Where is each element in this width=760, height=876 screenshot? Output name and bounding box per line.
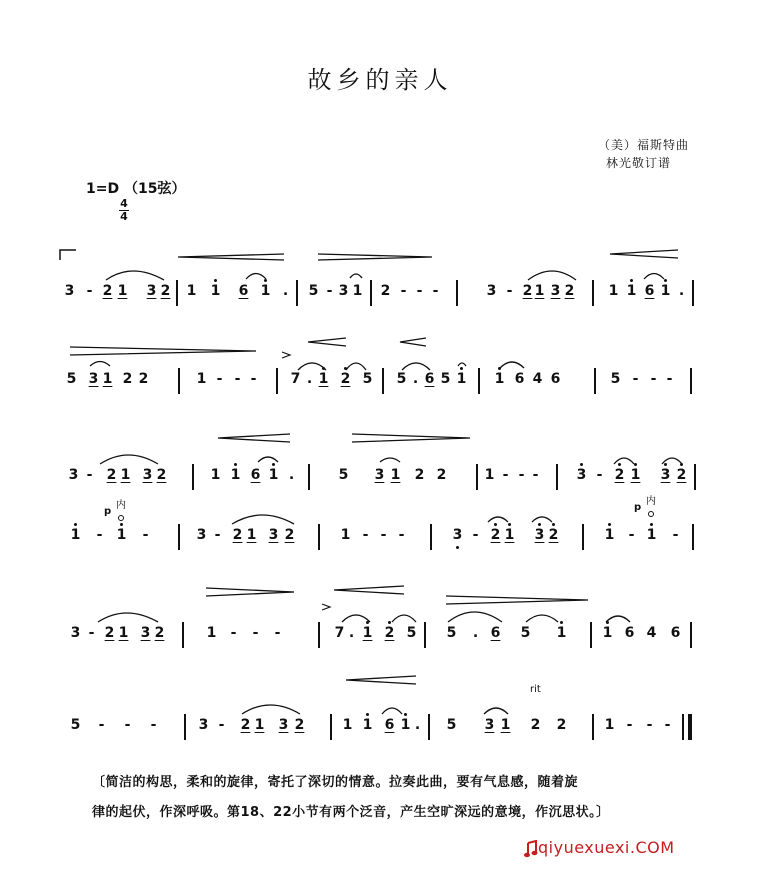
note: 2 [156,467,167,483]
note: 3 [278,717,289,733]
note: 1 [646,527,657,543]
note: 6 [514,371,525,387]
note: 5 [446,717,457,733]
note: 1 [390,467,401,483]
note: - [398,527,405,543]
note: - [86,467,93,483]
barline [692,524,694,550]
note: 7 [290,371,301,387]
note: - [96,527,103,543]
note: 2 [154,625,165,641]
score-system-3 [0,440,760,490]
dynamic-marking: p [104,506,112,517]
final-barline [688,714,692,740]
note: 1 [186,283,197,299]
note: 1 [230,467,241,483]
song-title: 故乡的亲人 [307,66,453,94]
note: 6 [238,283,249,299]
note: 3 [550,283,561,299]
technique-marking: 内 [646,496,656,507]
barline [276,368,278,394]
note: 2 [122,371,133,387]
barline [318,622,320,648]
note: 3 [374,467,385,483]
note: 3 [198,717,209,733]
note: 2 [556,717,567,733]
note: - [216,371,223,387]
performance-note [92,768,732,828]
note: - [326,283,333,299]
note: 5 [338,467,349,483]
score-system-4 [0,496,760,550]
note: 3 [268,527,279,543]
barline [556,464,558,490]
note: 2 [340,371,351,387]
note: 3 [68,467,79,483]
note: 1 [342,717,353,733]
note: - [626,717,633,733]
note: 1 [456,371,467,387]
note: 1 [268,467,279,483]
note: 1 [260,283,271,299]
note: - [150,717,157,733]
barline [582,524,584,550]
music-note-icon [524,840,538,858]
barline [430,524,432,550]
barline [694,464,696,490]
note: 5 [362,371,373,387]
note: 6 [250,467,261,483]
note: 1 [602,625,613,641]
note: 5 [66,371,77,387]
barline [330,714,332,740]
note: - [628,527,635,543]
note: 2 [284,527,295,543]
note: 2 [548,527,559,543]
note: 2 [414,467,425,483]
note: 1 [70,527,81,543]
note: 1 [608,283,619,299]
note: - [252,625,259,641]
note: 5 [440,371,451,387]
barline [382,368,384,394]
time-signature-bottom: 4 [120,210,128,223]
note: 1 [117,283,128,299]
note: 6 [384,717,395,733]
note: - [234,371,241,387]
note: 2 [294,717,305,733]
barline [178,368,180,394]
note: . [306,371,313,387]
note: - [672,527,679,543]
note: 2 [104,625,115,641]
note: 5 [308,283,319,299]
note: 1 [210,283,221,299]
note: 3 [88,371,99,387]
note: 5 [610,371,621,387]
barline [690,622,692,648]
arranger-credit: 林光敬订谱 [606,156,672,170]
note: - [518,467,525,483]
note: 1 [660,283,671,299]
note: 2 [676,467,687,483]
note: 6 [490,625,501,641]
note: - [416,283,423,299]
note: - [432,283,439,299]
note: 1 [352,283,363,299]
note: 6 [424,371,435,387]
note: - [230,625,237,641]
note: . [678,283,685,299]
note: 2 [232,527,243,543]
note: 6 [644,283,655,299]
note: - [380,527,387,543]
dynamic-marking: p [634,502,642,513]
note: 3 [64,283,75,299]
note: - [666,371,673,387]
note: . [412,371,419,387]
note: 2 [240,717,251,733]
barline [182,622,184,648]
barline [424,622,426,648]
note: 5 [446,625,457,641]
note: 1 [400,717,411,733]
time-signature-top: 4 [120,197,128,210]
note: - [98,717,105,733]
barline [592,280,594,306]
notation-row-4 [0,526,760,548]
note: 3 [534,527,545,543]
note: 3 [70,625,81,641]
note: 1 [196,371,207,387]
note: 1 [254,717,265,733]
note: 1 [604,527,615,543]
technique-marking: 内 [116,500,126,511]
note: 1 [362,717,373,733]
note: 1 [120,467,131,483]
note: 3 [452,527,463,543]
barline [192,464,194,490]
composer-credit: （美）福斯特曲 [598,138,690,152]
barline [318,524,320,550]
note: 1 [626,283,637,299]
note: - [532,467,539,483]
note: 1 [500,717,511,733]
note: 3 [576,467,587,483]
note: 7 [334,625,345,641]
barline [476,464,478,490]
note: . [472,625,479,641]
barline [590,622,592,648]
note: - [400,283,407,299]
barline [184,714,186,740]
note: . [414,717,421,733]
note: 4 [532,371,543,387]
note: 2 [614,467,625,483]
note: 2 [138,371,149,387]
note: 2 [490,527,501,543]
note: 5 [406,625,417,641]
barline [176,280,178,306]
barline [592,714,594,740]
note: 3 [486,283,497,299]
barline [308,464,310,490]
note: 3 [338,283,349,299]
note: 4 [646,625,657,641]
note: - [506,283,513,299]
note: 1 [494,371,505,387]
note: 6 [670,625,681,641]
barline [370,280,372,306]
note: - [362,527,369,543]
note: 3 [660,467,671,483]
note: 5 [70,717,81,733]
barline [456,280,458,306]
barline [690,368,692,394]
note: 3 [196,527,207,543]
note: 1 [318,371,329,387]
note: 1 [102,371,113,387]
barline [682,714,684,740]
note: 2 [160,283,171,299]
note: 3 [142,467,153,483]
note: 1 [118,625,129,641]
score-system-6 [0,684,760,740]
note: - [142,527,149,543]
note: - [214,527,221,543]
score-system-5 [0,598,760,648]
score-system-1 [0,256,760,306]
note: 2 [436,467,447,483]
note: - [502,467,509,483]
note: 5 [520,625,531,641]
note: 6 [624,625,635,641]
performance-note-line-1: 〔简洁的构思，柔和的旋律，寄托了深切的情意。拉奏此曲，要有气息感，随着旋 [92,775,579,790]
note: . [288,467,295,483]
note: 5 [396,371,407,387]
note: 3 [140,625,151,641]
note: 1 [362,625,373,641]
performance-note-line-2: 律的起伏，作深呼吸。第18、22小节有两个泛音，产生空旷深远的意境，作沉思状。〕 [92,805,610,820]
note: . [282,283,289,299]
note: 1 [556,625,567,641]
note: 1 [604,717,615,733]
note: 1 [206,625,217,641]
note: - [646,717,653,733]
note: 2 [384,625,395,641]
note: - [88,625,95,641]
note: 3 [146,283,157,299]
barline [296,280,298,306]
note: 6 [550,371,561,387]
note: 1 [504,527,515,543]
time-signature [117,198,131,223]
note: - [274,625,281,641]
note: 1 [630,467,641,483]
notation-row-5 [0,624,760,646]
ritardando-marking: rit [530,684,541,695]
notation-row-3 [0,466,760,488]
barline [692,280,694,306]
note: 2 [564,283,575,299]
note: - [124,717,131,733]
score-system-2 [0,344,760,394]
barline [478,368,480,394]
note: - [664,717,671,733]
note: - [86,283,93,299]
note: - [250,371,257,387]
barline [594,368,596,394]
notation-row-2 [0,370,760,392]
note: 1 [210,467,221,483]
note: - [632,371,639,387]
notation-row-1 [0,282,760,304]
note: - [218,717,225,733]
note: 1 [534,283,545,299]
note: - [472,527,479,543]
note: 2 [102,283,113,299]
note: - [650,371,657,387]
notation-row-6 [0,716,760,738]
key-signature: 1=D （15弦） [86,181,186,197]
barline [428,714,430,740]
note: 2 [380,283,391,299]
note: 1 [340,527,351,543]
note: 2 [106,467,117,483]
note: 2 [530,717,541,733]
note: 1 [484,467,495,483]
site-watermark: qiyuexuexi.COM [538,838,675,857]
barline [178,524,180,550]
note: 1 [116,527,127,543]
note: 1 [246,527,257,543]
note: 2 [522,283,533,299]
note: . [348,625,355,641]
note: - [596,467,603,483]
note: 3 [484,717,495,733]
